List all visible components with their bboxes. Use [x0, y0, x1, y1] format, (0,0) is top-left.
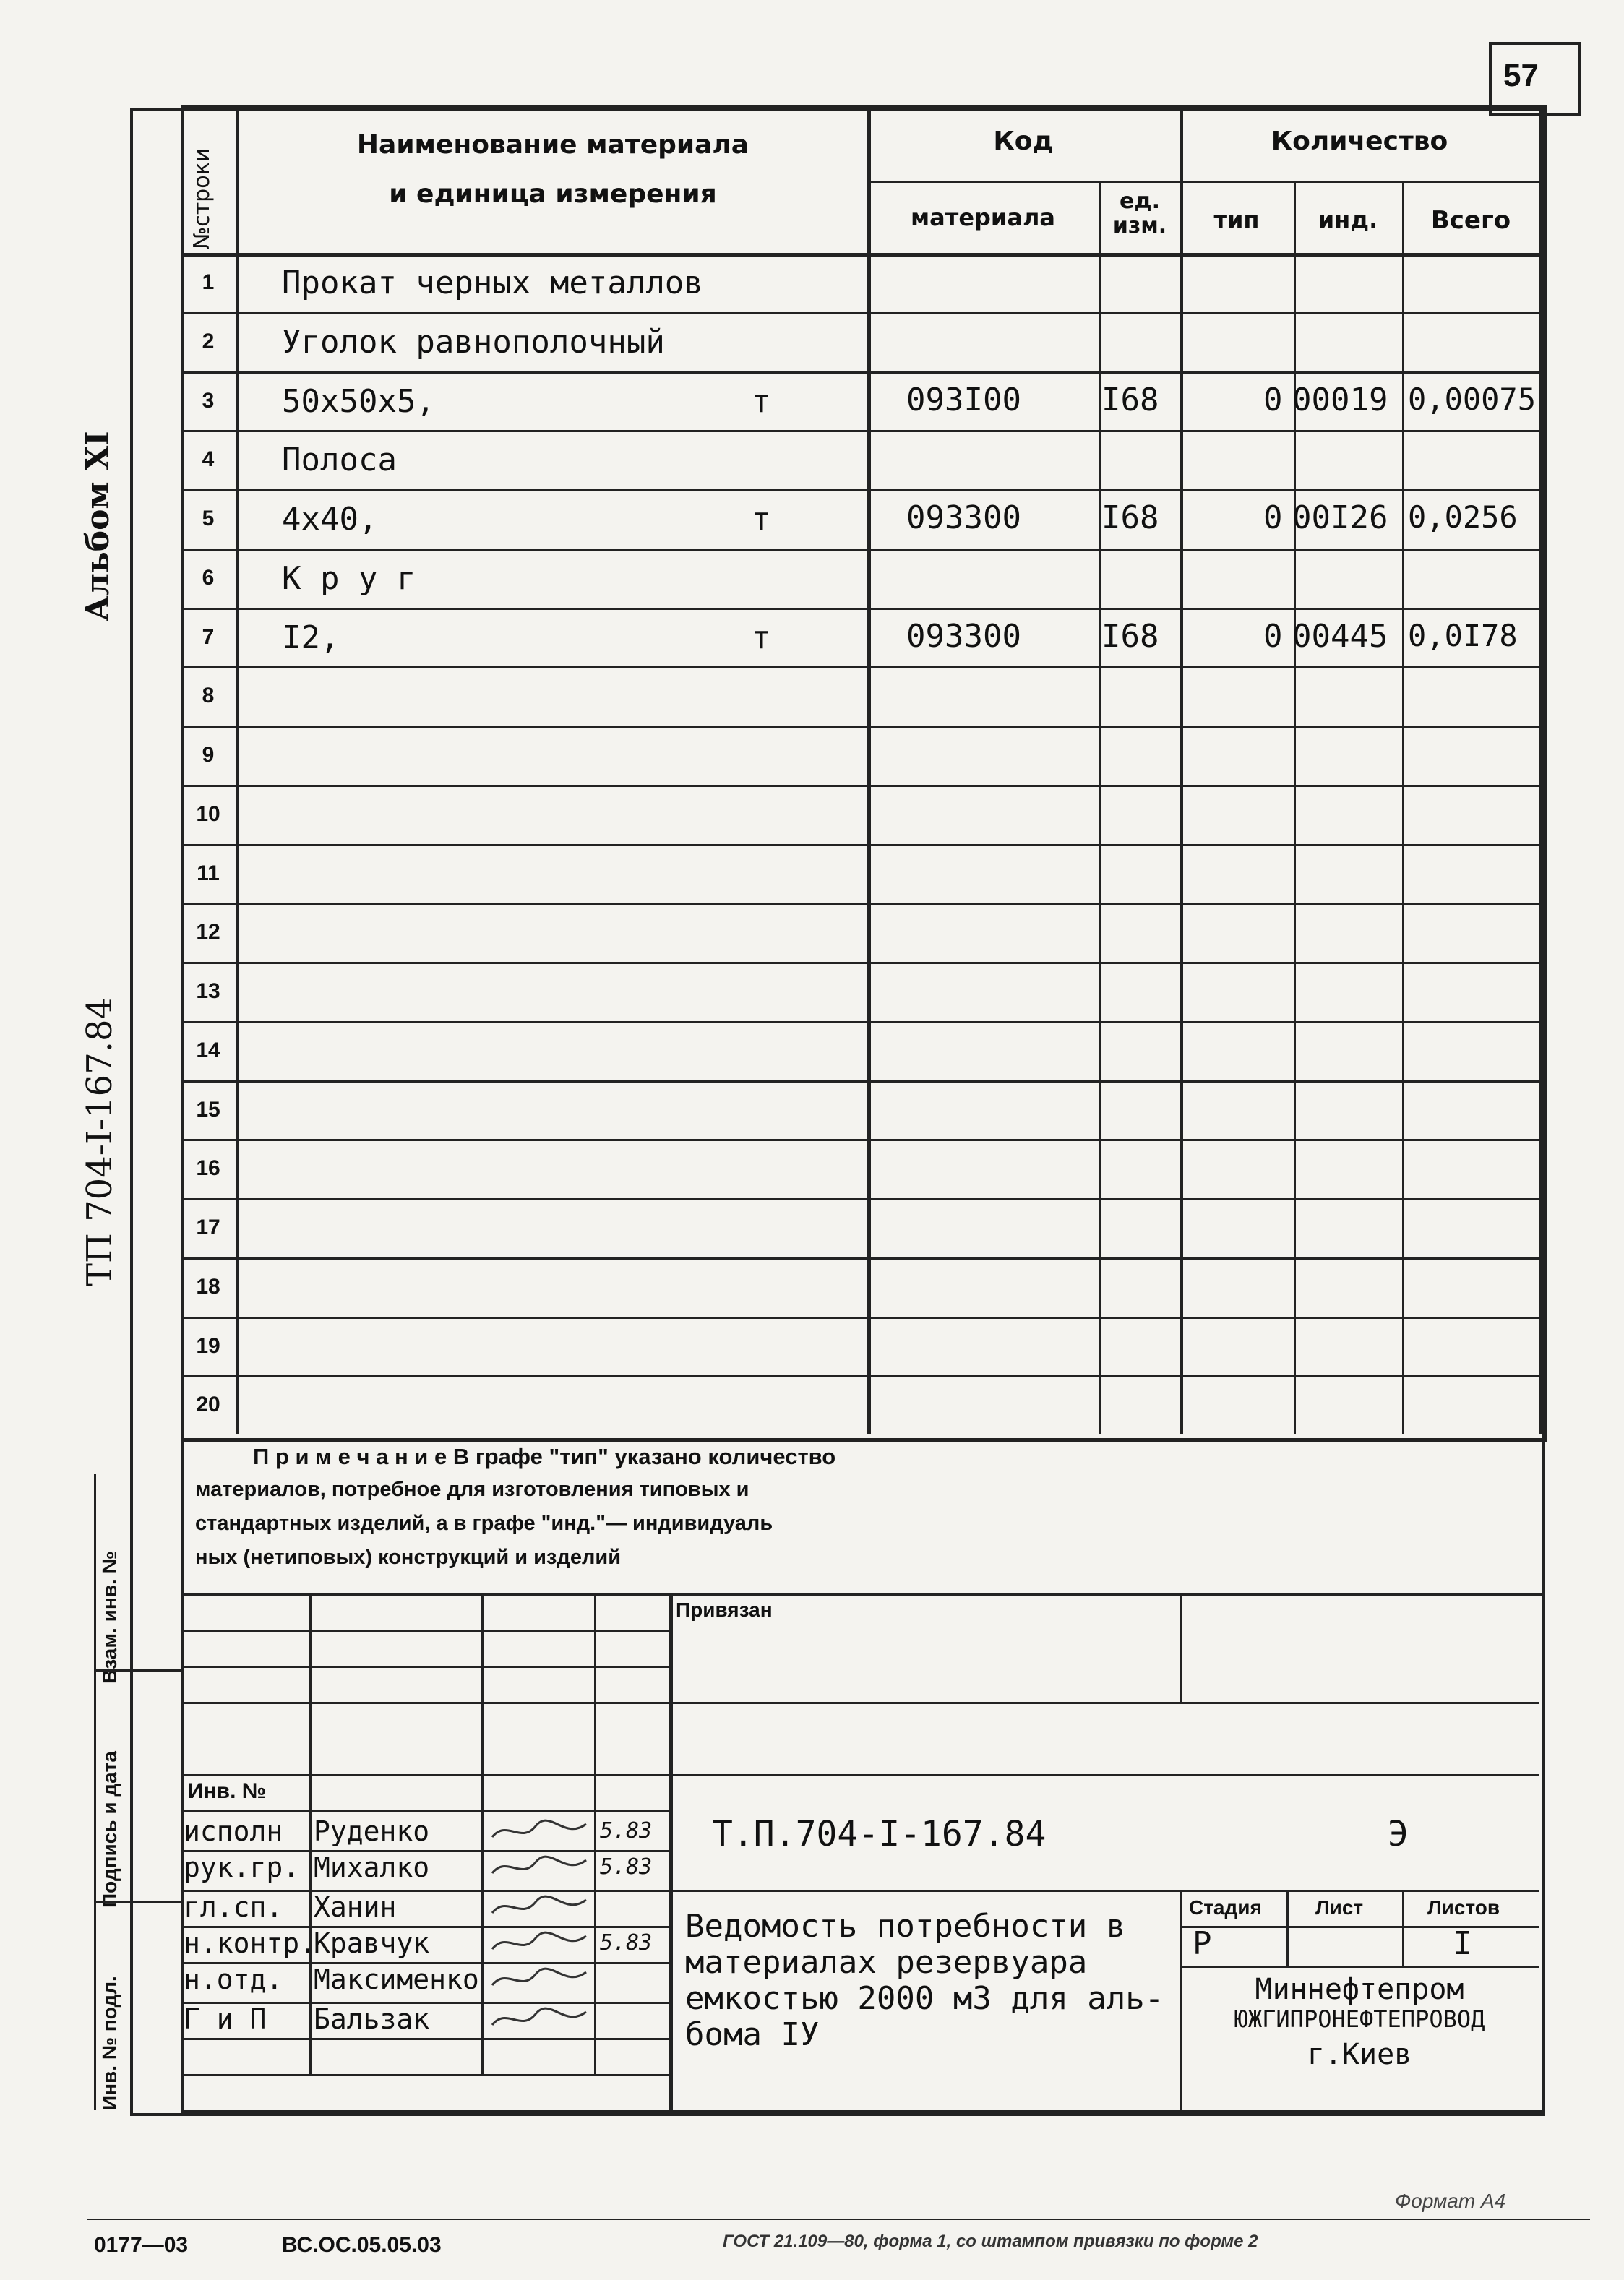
material-name: Прокат черных металлов — [282, 264, 703, 301]
row-divider — [181, 1257, 1539, 1260]
material-name: I2, — [282, 619, 340, 656]
project-code-label: ТП 704-I-167.84 — [80, 997, 120, 1286]
privyazan-label: Привязан — [676, 1599, 773, 1621]
row-number: 12 — [196, 920, 220, 945]
header-row-no: №строки — [189, 147, 215, 249]
signatory-role: исполн — [184, 1815, 283, 1847]
row-number: 18 — [196, 1274, 220, 1299]
row-number: 13 — [196, 979, 220, 1003]
doc-title-4: бома IУ — [685, 2016, 820, 2053]
signatory-role: н.отд. — [184, 1963, 283, 1995]
header-subline — [867, 181, 1539, 183]
page-number: 57 — [1503, 58, 1539, 93]
col-line-rowno — [236, 105, 239, 1434]
row-divider — [181, 1139, 1539, 1141]
doc-title-1: Ведомость потребности в — [685, 1908, 1126, 1945]
sheet-label: Лист — [1315, 1896, 1364, 1919]
unit-of-measure: т — [752, 501, 771, 538]
qty-type: 0 — [1263, 381, 1283, 418]
row-divider — [181, 844, 1539, 846]
row-divider — [181, 1080, 1539, 1083]
signatory-date: 5.83 — [600, 1818, 653, 1844]
row-divider — [181, 312, 1539, 314]
row-number: 9 — [202, 743, 215, 767]
side-strip-outer — [94, 1474, 96, 2110]
row-divider — [181, 1375, 1539, 1377]
footer-mid-code: ВС.ОС.05.05.03 — [282, 2233, 442, 2257]
unit-of-measure: т — [752, 619, 771, 656]
material-name: 4х40, — [282, 501, 378, 538]
qty-ind: 00I26 — [1292, 499, 1388, 536]
stamp-h1 — [181, 1630, 669, 1632]
row-number: 16 — [196, 1156, 220, 1181]
row-number: 20 — [196, 1393, 220, 1417]
org-line-2: ЮЖГИПРОНЕФТЕПРОВОД — [1234, 2005, 1485, 2033]
material-code: 093300 — [906, 617, 1021, 655]
material-name: К р у г — [282, 559, 416, 597]
signature-scribble — [489, 1815, 590, 1854]
header-qty-ind: инд. — [1318, 206, 1378, 233]
row-number: 3 — [202, 388, 215, 413]
signature-scribble — [489, 1963, 590, 2002]
header-qty: Количество — [1271, 126, 1448, 156]
qty-ind: 00445 — [1292, 617, 1388, 655]
doc-code: Т.П.704-I-167.84 — [712, 1814, 1047, 1854]
col-line-meas — [1180, 105, 1183, 1434]
signatory-name: Михалко — [314, 1851, 430, 1883]
org-line-1: Миннефтепром — [1255, 1973, 1464, 2006]
podpis-label: Подпись и дата — [98, 1751, 121, 1908]
inv-podl-label: Инв. № подл. — [98, 1976, 121, 2110]
unit-code: I68 — [1101, 617, 1159, 655]
footer-line — [87, 2219, 1590, 2220]
row-divider — [181, 371, 1539, 374]
signatory-role: гл.сп. — [184, 1891, 283, 1923]
stamp-v5 — [1180, 1593, 1182, 1702]
material-code: 093300 — [906, 499, 1021, 536]
row-number: 14 — [196, 1038, 220, 1062]
note-line-3: стандартных изделий, а в графе "инд."— индивидуаль — [195, 1512, 773, 1535]
unit-of-measure: т — [752, 382, 771, 420]
signatory-date: 5.83 — [600, 1854, 653, 1880]
row-number: 15 — [196, 1097, 220, 1122]
material-name: Полоса — [282, 442, 397, 479]
signatory-name: Руденко — [314, 1815, 430, 1847]
col-line-ind — [1402, 181, 1404, 1434]
signatory-role: Г и П — [184, 2003, 267, 2035]
row-divider — [181, 1021, 1539, 1023]
header-name-1: Наименование материала — [356, 130, 749, 160]
vzam-label: Взам. инв. № — [98, 1551, 121, 1684]
row-number: 10 — [196, 801, 220, 826]
row-number: 11 — [197, 861, 220, 885]
stamp-v4 — [669, 1593, 673, 2110]
material-name: Уголок равнополочный — [282, 323, 665, 361]
header-name-2: и единица измерения — [389, 179, 717, 209]
org-line-3: г.Киев — [1307, 2038, 1412, 2071]
stage-box-v2 — [1402, 1890, 1404, 1966]
doc-title-3: емкостью 2000 м3 для аль- — [685, 1980, 1164, 2017]
qty-total: 0,00075 — [1408, 381, 1537, 417]
sheets-value: I — [1453, 1925, 1472, 1962]
row-number: 8 — [202, 684, 215, 708]
note-line-2: материалов, потребное для изготовления типовых и — [195, 1478, 749, 1501]
header-code-unit: ед. изм. — [1112, 189, 1167, 238]
stamp-h11 — [181, 2038, 669, 2040]
row-divider — [181, 430, 1539, 432]
signatory-name: Бальзак — [314, 2003, 430, 2035]
row-divider — [181, 962, 1539, 964]
qty-total: 0,0I78 — [1408, 617, 1518, 653]
note-line-1: П р и м е ч а н и е В графе "тип" указано количество — [253, 1444, 836, 1469]
row-divider — [181, 489, 1539, 491]
row-number: 5 — [202, 507, 215, 530]
material-code: 093I00 — [906, 381, 1021, 418]
inv-no-label: Инв. № — [188, 1779, 267, 1803]
sheets-label: Листов — [1427, 1896, 1500, 1919]
signature-scribble — [489, 2003, 590, 2042]
stage-label: Стадия — [1189, 1896, 1262, 1919]
doc-mark: Э — [1388, 1814, 1409, 1854]
row-number: 1 — [202, 270, 215, 294]
stage-value: Р — [1193, 1925, 1212, 1962]
col-line-type — [1294, 181, 1296, 1434]
row-number: 7 — [202, 624, 215, 649]
row-number: 4 — [202, 447, 215, 472]
header-qty-total: Всего — [1430, 206, 1511, 235]
row-number: 17 — [196, 1216, 220, 1239]
row-divider — [181, 666, 1539, 668]
row-divider — [181, 1317, 1539, 1319]
doc-title-2: материалах резервуара — [685, 1944, 1088, 1981]
qty-total: 0,0256 — [1408, 499, 1518, 535]
signatory-name: Ханин — [314, 1891, 397, 1923]
header-code-material: материала — [911, 204, 1055, 231]
signature-scribble — [489, 1927, 590, 1966]
row-divider — [181, 903, 1539, 905]
qty-type: 0 — [1263, 617, 1283, 655]
row-number: 6 — [202, 565, 215, 590]
row-number: 19 — [196, 1333, 220, 1358]
header-qty-type: тип — [1213, 206, 1260, 233]
row-divider — [181, 726, 1539, 728]
signatory-name: Максименко — [314, 1963, 479, 1995]
album-label: Альбом XI — [80, 431, 116, 621]
materials-table — [181, 105, 1547, 1442]
row-number: 2 — [202, 329, 215, 353]
header-code: Код — [993, 126, 1054, 156]
col-line-name — [867, 105, 871, 1434]
stamp-h2 — [181, 1666, 669, 1668]
footer-gost: ГОСТ 21.109—80, форма 1, со штампом привязки по форме 2 — [723, 2232, 1258, 2251]
material-name: 50х50х5, — [282, 382, 435, 420]
header-bottom — [181, 253, 1539, 257]
footer-left-code: 0177—03 — [94, 2233, 189, 2257]
format-label: Формат А4 — [1395, 2190, 1506, 2212]
signatory-date: 5.83 — [600, 1930, 653, 1956]
col-line-code — [1099, 181, 1101, 1434]
side-strip-sep1 — [94, 1669, 181, 1672]
signatory-role: рук.гр. — [184, 1851, 300, 1883]
qty-ind: 00019 — [1292, 381, 1388, 418]
unit-code: I68 — [1101, 381, 1159, 418]
stage-box-h1 — [1180, 1926, 1539, 1928]
row-divider — [181, 785, 1539, 787]
stamp-h5 — [181, 1810, 669, 1812]
signature-scribble — [489, 1851, 590, 1890]
col-line-right — [1539, 105, 1543, 1434]
qty-type: 0 — [1263, 499, 1283, 536]
side-strip-left — [130, 1474, 132, 2110]
row-divider — [181, 608, 1539, 610]
row-divider — [181, 549, 1539, 551]
note-line-4: ных (нетиповых) конструкций и изделий — [195, 1546, 622, 1569]
signature-scribble — [489, 1891, 590, 1930]
stamp-h3 — [181, 1702, 1539, 1704]
row-divider — [181, 1198, 1539, 1200]
unit-code: I68 — [1101, 499, 1159, 536]
stamp-h12 — [181, 2074, 669, 2076]
stage-box-v1 — [1286, 1890, 1289, 1966]
side-strip-sep2 — [94, 1901, 181, 1903]
stage-box-h2 — [1180, 1966, 1539, 1968]
signatory-role: н.контр. — [184, 1927, 317, 1959]
signatory-name: Кравчук — [314, 1927, 430, 1959]
stamp-h4 — [181, 1774, 1539, 1776]
